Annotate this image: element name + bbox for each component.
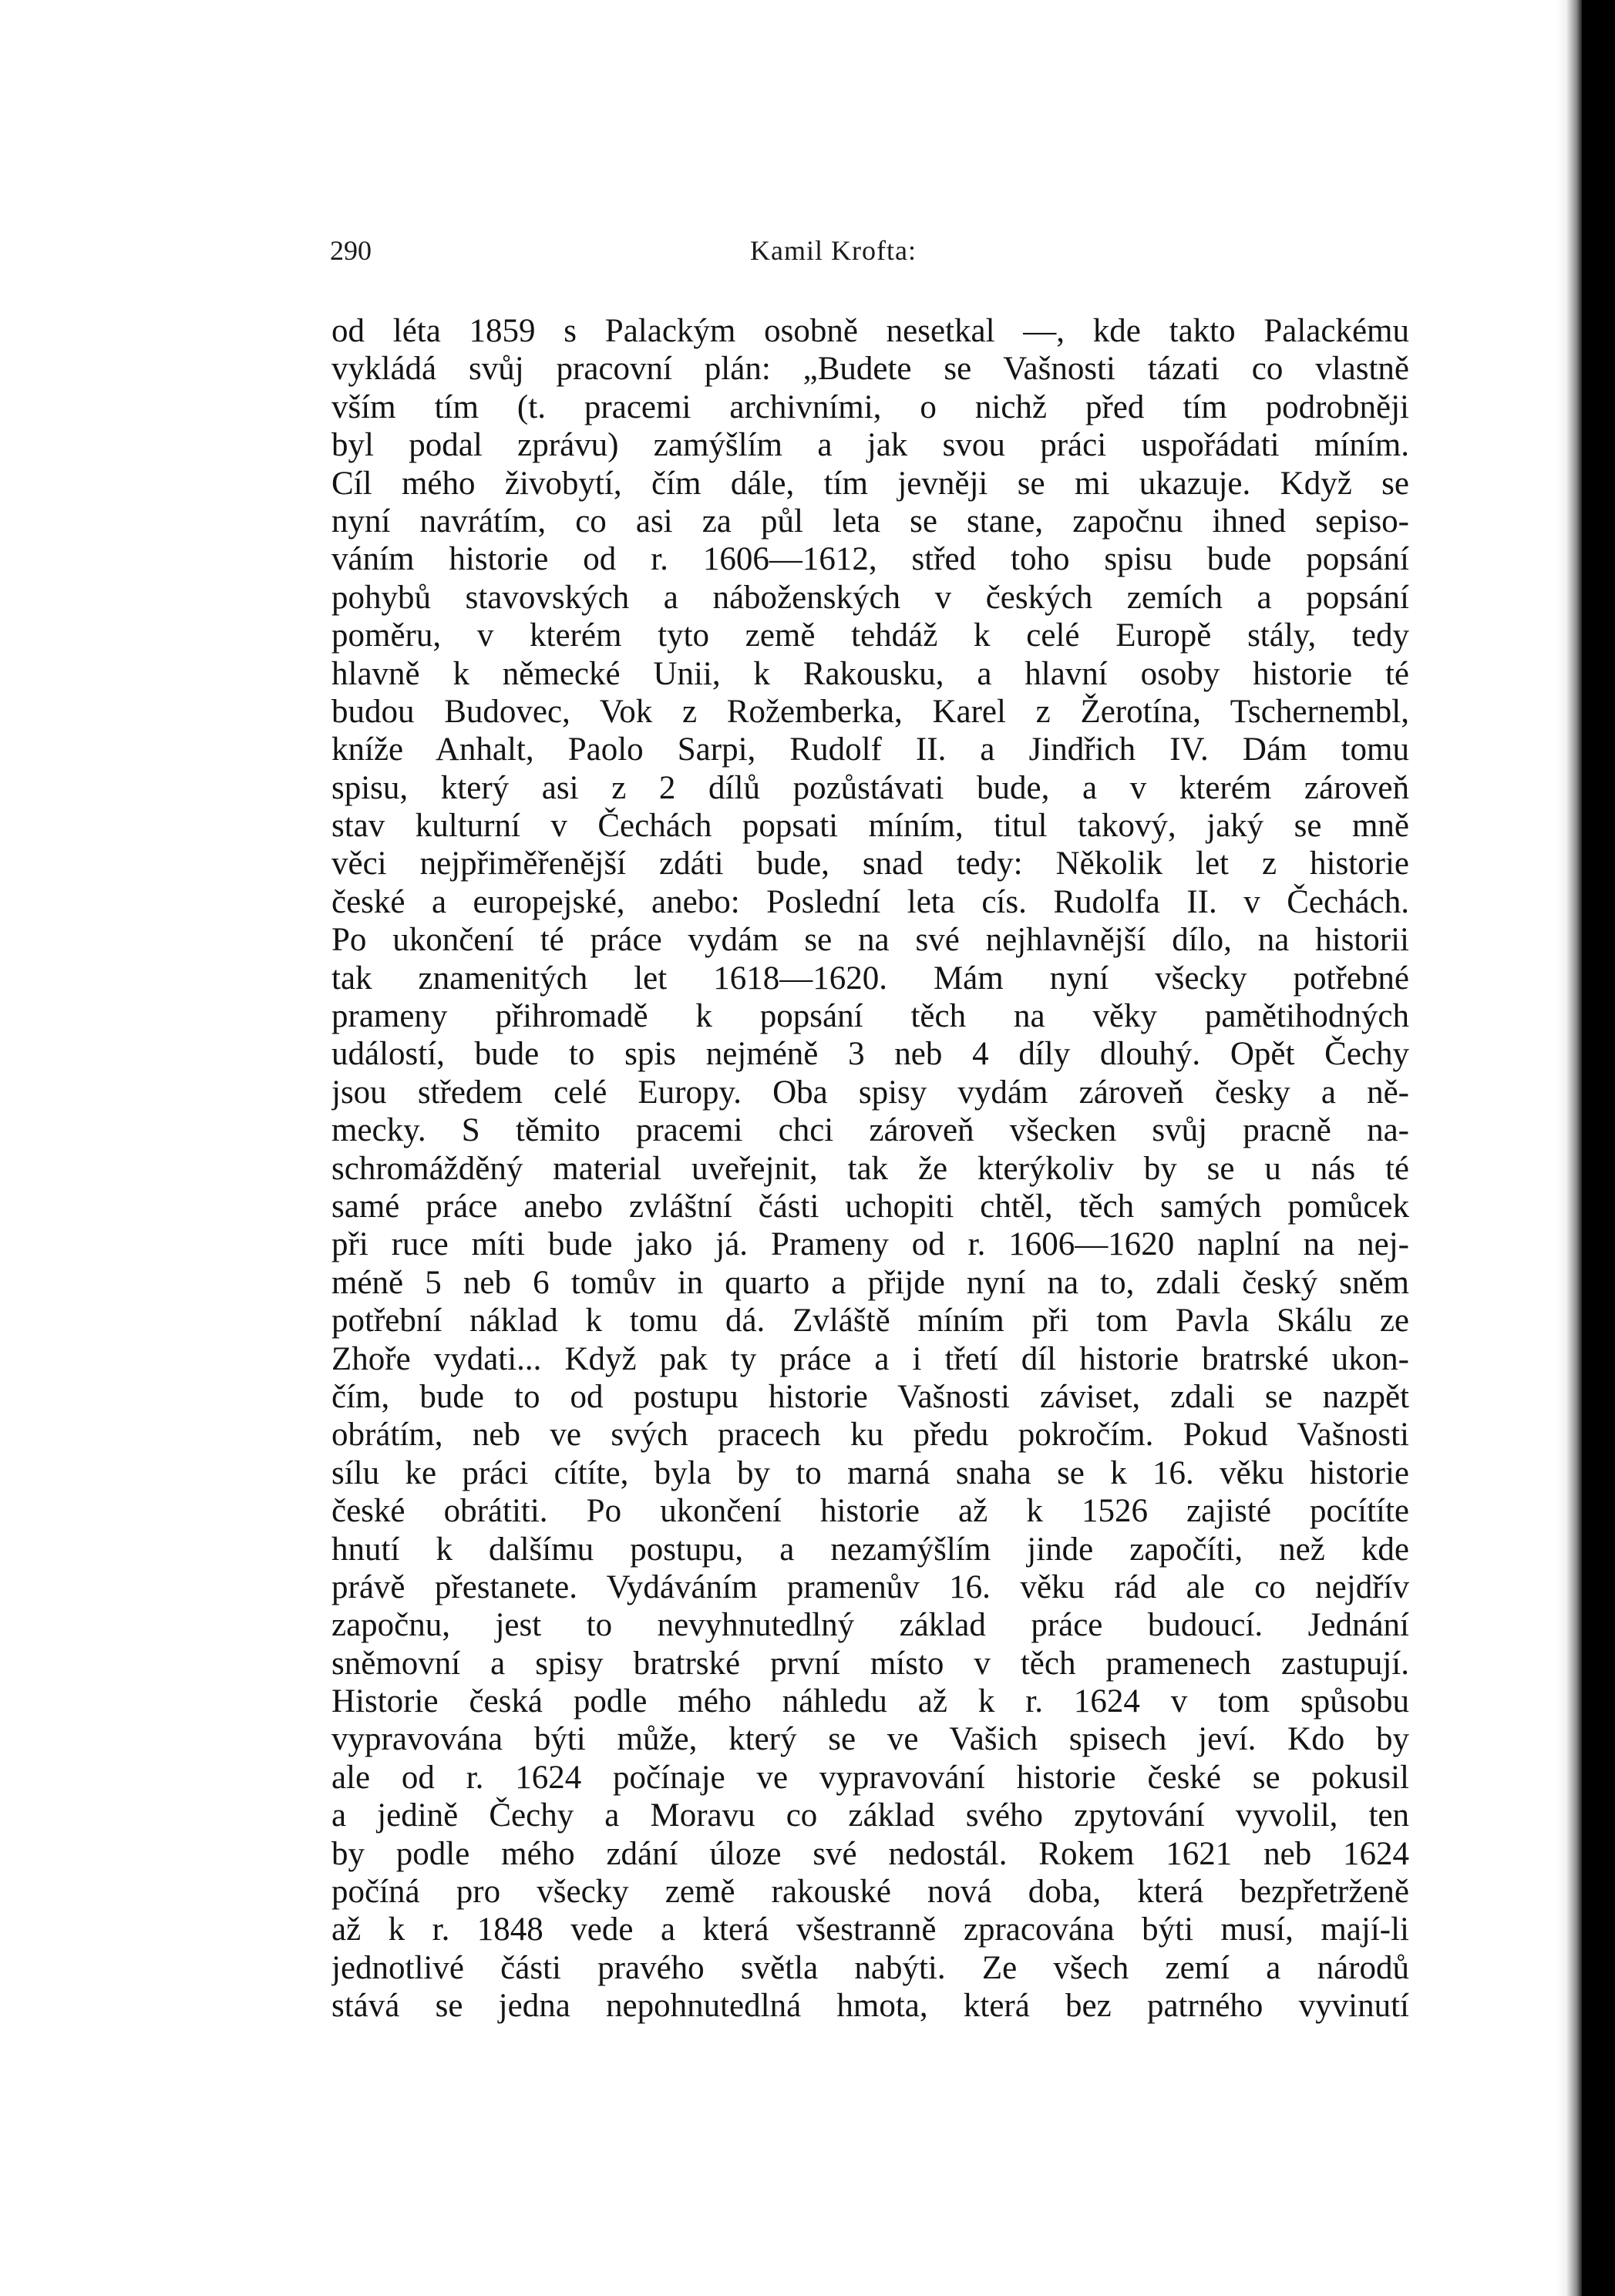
text-line: událostí, bude to spis nejméně 3 neb 4 díly dlouhý. Opět Čechy xyxy=(331,1036,1409,1073)
text-line: potřební náklad k tomu dá. Zvláště míním při tom Pavla Skálu ze xyxy=(331,1303,1409,1340)
text-line: hlavně k německé Unii, k Rakousku, a hlavní osoby historie té xyxy=(331,655,1409,692)
text-line: od léta 1859 s Palackým osobně nesetkal —, kde takto Palackému xyxy=(331,313,1409,349)
text-line: věci nejpřiměřenější zdáti bude, snad tedy: Několik let z historie xyxy=(331,845,1409,882)
text-line: kníže Anhalt, Paolo Sarpi, Rudolf II. a Jindřich IV. Dám tomu xyxy=(331,731,1409,768)
text-line: by podle mého zdání úloze své nedostál. Rokem 1621 neb 1624 xyxy=(331,1835,1409,1872)
text-line: schromážděný material uveřejnit, tak že kterýkoliv by se u nás té xyxy=(331,1150,1409,1187)
page-edge-shadow xyxy=(1556,0,1582,2296)
text-line: a jedině Čechy a Moravu co základ svého zpytování vyvolil, ten xyxy=(331,1797,1409,1834)
text-line: prameny přihromadě k popsání těch na věky pamětihodných xyxy=(331,998,1409,1035)
text-line: jednotlivé části pravého světla nabýti. Ze všech zemí a národů xyxy=(331,1949,1409,1986)
text-line: čím, bude to od postupu historie Vašnosti záviset, zdali se nazpět xyxy=(331,1378,1409,1415)
text-line: stává se jedna nepohnutedlná hmota, která bez patrného vyvinutí xyxy=(331,1988,1409,2025)
text-line: české a europejské, anebo: Poslední leta cís. Rudolfa II. v Čechách. xyxy=(331,883,1409,920)
text-line: hnutí k dalšímu postupu, a nezamýšlím jinde započíti, než kde xyxy=(331,1531,1409,1568)
text-line: samé práce anebo zvláštní části uchopiti chtěl, těch samých pomůcek xyxy=(331,1188,1409,1225)
text-line: Po ukončení té práce vydám se na své nejhlavnější dílo, na historii xyxy=(331,922,1409,959)
text-line: až k r. 1848 vede a která všestranně zpracována býti musí, mají-li xyxy=(331,1911,1409,1948)
text-line: počíná pro všecky země rakouské nová doba, která bezpřetrženě xyxy=(331,1874,1409,1911)
text-line: vším tím (t. pracemi archivními, o nichž před tím podrobněji xyxy=(331,388,1409,425)
text-line: stav kulturní v Čechách popsati míním, titul takový, jaký se mně xyxy=(331,808,1409,845)
text-line: mecky. S těmito pracemi chci zároveň všecken svůj pracně na- xyxy=(331,1112,1409,1149)
text-line: vykládá svůj pracovní plán: „Budete se Vašnosti tázati co vlastně xyxy=(331,351,1409,388)
text-line: spisu, který asi z 2 dílů pozůstávati bude, a v kterém zároveň xyxy=(331,769,1409,806)
text-line: méně 5 neb 6 tomův in quarto a přijde nyní na to, zdali český sněm xyxy=(331,1264,1409,1301)
text-line: Zhoře vydati... Když pak ty práce a i třetí díl historie bratrské ukon- xyxy=(331,1340,1409,1377)
text-line: obrátím, neb ve svých pracech ku předu pokročím. Pokud Vašnosti xyxy=(331,1417,1409,1454)
text-line: započnu, jest to nevyhnutedlný základ práce budoucí. Jednání xyxy=(331,1607,1409,1644)
text-line: jsou středem celé Europy. Oba spisy vydám zároveň česky a ně- xyxy=(331,1074,1409,1111)
text-line: byl podal zprávu) zamýšlím a jak svou práci uspořádati míním. xyxy=(331,427,1409,464)
text-line: pohybů stavovských a náboženských v českých zemích a popsání xyxy=(331,579,1409,616)
text-line: české obrátiti. Po ukončení historie až k 1526 zajisté pocítíte xyxy=(331,1493,1409,1530)
page-number: 290 xyxy=(330,235,372,266)
text-line: váním historie od r. 1606—1612, střed toho spisu bude popsání xyxy=(331,541,1409,578)
text-line: nyní navrátím, co asi za půl leta se stane, započnu ihned sepiso- xyxy=(331,503,1409,540)
page-header xyxy=(330,234,1409,273)
text-line: tak znamenitých let 1618—1620. Mám nyní všecky potřebné xyxy=(331,960,1409,997)
text-line: sněmovní a spisy bratrské první místo v těch pramenech zastupují. xyxy=(331,1645,1409,1682)
text-line: ale od r. 1624 počínaje ve vypravování historie české se pokusil xyxy=(331,1759,1409,1796)
text-line: budou Budovec, Vok z Rožemberka, Karel z Žerotína, Tschernembl, xyxy=(331,693,1409,730)
running-head: Kamil Krofta: xyxy=(750,235,917,266)
text-line: sílu ke práci cítíte, byla by to marná snaha se k 16. věku historie xyxy=(331,1454,1409,1491)
text-line: při ruce míti bude jako já. Prameny od r. 1606—1620 naplní na nej- xyxy=(331,1226,1409,1263)
text-line: poměru, v kterém tyto země tehdáž k celé Europě stály, tedy xyxy=(331,617,1409,654)
text-line: Cíl mého živobytí, čím dále, tím jevněji se mi ukazuje. Když se xyxy=(331,465,1409,502)
body-text xyxy=(331,312,1409,2025)
text-line: vypravována býti může, který se ve Vašich spisech jeví. Kdo by xyxy=(331,1721,1409,1758)
text-line: právě přestanete. Vydáváním pramenův 16. věku rád ale co nejdřív xyxy=(331,1568,1409,1605)
text-line: Historie česká podle mého náhledu až k r. 1624 v tom spůsobu xyxy=(331,1683,1409,1720)
